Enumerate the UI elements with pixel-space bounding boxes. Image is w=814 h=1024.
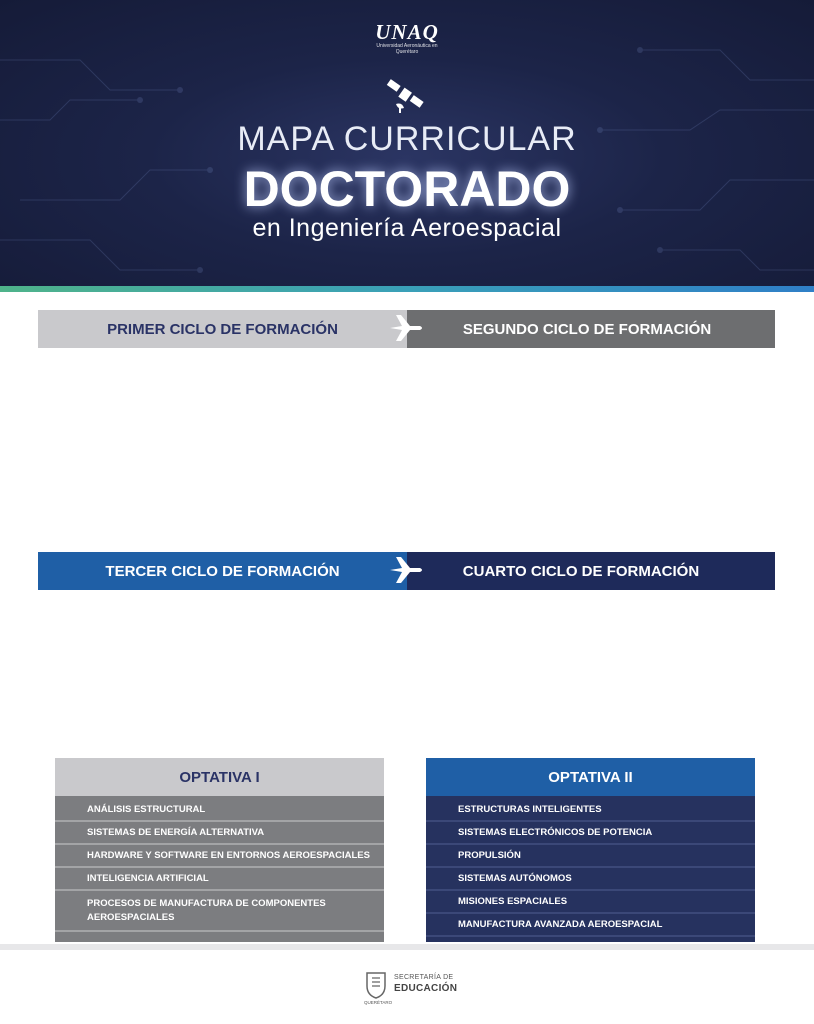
optativa-list-item: ESTRUCTURAS INTELIGENTES — [426, 800, 755, 822]
footer-line2: EDUCACIÓN — [394, 983, 458, 994]
cycle-1-bar — [38, 310, 407, 348]
airplane-icon — [388, 556, 424, 584]
cycle-4-bar — [407, 552, 775, 590]
optativa-2-list — [426, 796, 755, 942]
footer-line1: SECRETARÍA DE — [394, 974, 454, 981]
optativa-list-item: MANUFACTURA AVANZADA AEROESPACIAL — [426, 915, 755, 937]
optativa-list-item: HARDWARE Y SOFTWARE EN ENTORNOS AEROESPACIALES — [55, 846, 384, 868]
satellite-icon — [384, 76, 428, 116]
title-doctorado: DOCTORADO — [243, 161, 571, 217]
optativa-1-list — [55, 796, 384, 942]
cycle-3-label: TERCER CICLO DE FORMACIÓN — [105, 562, 340, 580]
secretaria-logo — [364, 970, 458, 1005]
cycle-2-label: SEGUNDO CICLO DE FORMACIÓN — [462, 320, 712, 338]
airplane-icon — [388, 314, 424, 342]
header-banner — [0, 0, 814, 286]
optativa-1-header — [55, 758, 384, 796]
cycle-2-bar — [407, 310, 775, 348]
cycle-3-bar — [38, 552, 407, 590]
optativa-list-item: ANÁLISIS ESTRUCTURAL — [55, 800, 384, 822]
cycle-4-label: CUARTO CICLO DE FORMACIÓN — [462, 562, 700, 580]
logo-subtitle: Universidad Aeronáutica en Querétaro — [376, 43, 438, 55]
title-program: en Ingeniería Aeroespacial — [252, 214, 562, 242]
cycle-1-label: PRIMER CICLO DE FORMACIÓN — [107, 320, 338, 338]
optativa-list-item: PROPULSIÓN — [426, 846, 755, 868]
optativa-1-title: OPTATIVA I — [179, 768, 260, 786]
optativa-list-item: PROCESOS DE MANUFACTURA DE COMPONENTES AEROESPACIALES — [55, 892, 384, 932]
optativa-list-item: SISTEMAS ELECTRÓNICOS DE POTENCIA — [426, 823, 755, 845]
logo-text: UNAQ — [375, 20, 439, 44]
footer-divider — [0, 944, 814, 950]
unaq-logo — [366, 22, 448, 54]
optativa-2-header — [426, 758, 755, 796]
optativa-list-item: SISTEMAS DE ENERGÍA ALTERNATIVA — [55, 823, 384, 845]
header-stripe — [0, 286, 814, 292]
footer-line3: QUERÉTARO — [364, 1000, 393, 1005]
title-mapa-curricular: MAPA CURRICULAR — [237, 120, 577, 158]
queretaro-shield-icon — [364, 970, 388, 1000]
optativa-list-item: SISTEMAS AUTÓNOMOS — [426, 869, 755, 891]
optativa-list-item: INTELIGENCIA ARTIFICIAL — [55, 869, 384, 891]
optativa-2-title: OPTATIVA II — [548, 768, 633, 786]
optativa-list-item: MISIONES ESPACIALES — [426, 892, 755, 914]
